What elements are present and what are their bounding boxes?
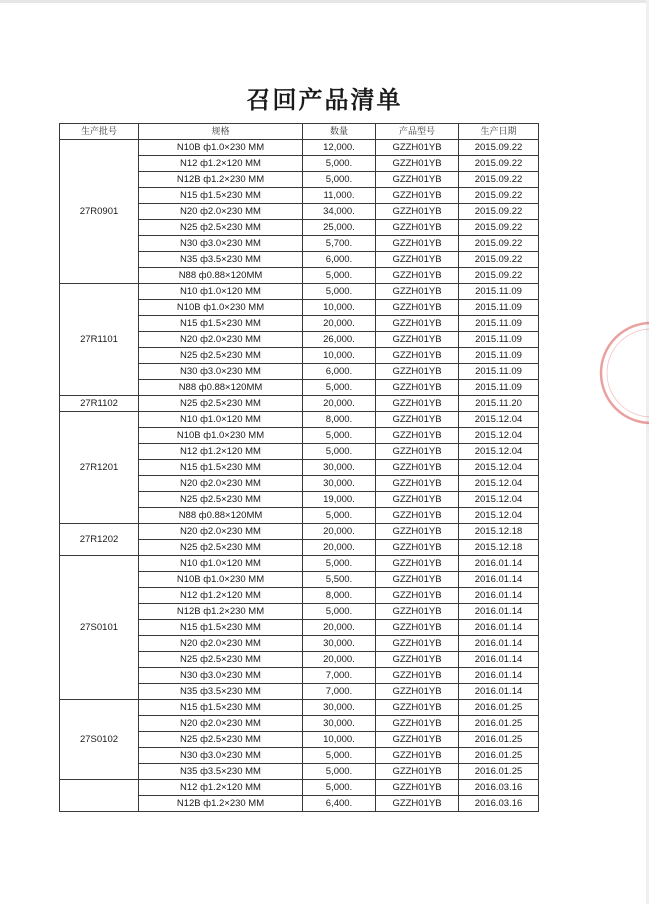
model-cell: GZZH01YB: [376, 140, 459, 156]
spec-cell: N12 ф1.2×120 MM: [139, 156, 303, 172]
model-cell: GZZH01YB: [376, 444, 459, 460]
date-cell: 2016.01.14: [459, 572, 539, 588]
qty-cell: 12,000.: [303, 140, 376, 156]
qty-cell: 5,000.: [303, 172, 376, 188]
date-cell: 2015.09.22: [459, 140, 539, 156]
spec-cell: N10B ф1.0×230 MM: [139, 140, 303, 156]
spec-cell: N25 ф2.5×230 MM: [139, 220, 303, 236]
batch-number-cell: 27R1101: [60, 284, 139, 396]
qty-cell: 5,000.: [303, 604, 376, 620]
model-cell: GZZH01YB: [376, 796, 459, 812]
qty-cell: 6,000.: [303, 252, 376, 268]
date-cell: 2015.11.09: [459, 316, 539, 332]
spec-cell: N20 ф2.0×230 MM: [139, 524, 303, 540]
qty-cell: 20,000.: [303, 316, 376, 332]
table-row: [60, 140, 539, 156]
date-cell: 2016.01.25: [459, 716, 539, 732]
model-cell: GZZH01YB: [376, 524, 459, 540]
date-cell: 2015.09.22: [459, 172, 539, 188]
spec-cell: N12 ф1.2×120 MM: [139, 588, 303, 604]
qty-cell: 10,000.: [303, 348, 376, 364]
qty-cell: 30,000.: [303, 476, 376, 492]
date-cell: 2016.01.14: [459, 604, 539, 620]
qty-cell: 5,000.: [303, 156, 376, 172]
date-cell: 2015.12.04: [459, 476, 539, 492]
qty-cell: 20,000.: [303, 396, 376, 412]
model-cell: GZZH01YB: [376, 780, 459, 796]
model-cell: GZZH01YB: [376, 348, 459, 364]
batch-number-cell: 27R0901: [60, 140, 139, 284]
model-cell: GZZH01YB: [376, 412, 459, 428]
qty-cell: 5,000.: [303, 268, 376, 284]
model-cell: GZZH01YB: [376, 204, 459, 220]
table-row: [60, 556, 539, 572]
date-cell: 2015.11.09: [459, 348, 539, 364]
qty-cell: 34,000.: [303, 204, 376, 220]
model-cell: GZZH01YB: [376, 636, 459, 652]
date-cell: 2015.09.22: [459, 156, 539, 172]
spec-cell: N25 ф2.5×230 MM: [139, 396, 303, 412]
model-cell: GZZH01YB: [376, 268, 459, 284]
spec-cell: N20 ф2.0×230 MM: [139, 204, 303, 220]
spec-cell: N10 ф1.0×120 MM: [139, 412, 303, 428]
model-cell: GZZH01YB: [376, 508, 459, 524]
model-cell: GZZH01YB: [376, 380, 459, 396]
spec-cell: N10 ф1.0×120 MM: [139, 284, 303, 300]
model-cell: GZZH01YB: [376, 172, 459, 188]
date-cell: 2015.11.09: [459, 380, 539, 396]
date-cell: 2016.01.25: [459, 732, 539, 748]
recall-table: [59, 123, 539, 812]
model-cell: GZZH01YB: [376, 668, 459, 684]
date-cell: 2015.11.20: [459, 396, 539, 412]
spec-cell: N30 ф3.0×230 MM: [139, 236, 303, 252]
model-cell: GZZH01YB: [376, 684, 459, 700]
spec-cell: N15 ф1.5×230 MM: [139, 188, 303, 204]
spec-cell: N15 ф1.5×230 MM: [139, 620, 303, 636]
spec-cell: N15 ф1.5×230 MM: [139, 700, 303, 716]
model-cell: GZZH01YB: [376, 732, 459, 748]
date-cell: 2015.09.22: [459, 204, 539, 220]
model-cell: GZZH01YB: [376, 396, 459, 412]
qty-cell: 11,000.: [303, 188, 376, 204]
spec-cell: N15 ф1.5×230 MM: [139, 316, 303, 332]
spec-cell: N20 ф2.0×230 MM: [139, 716, 303, 732]
qty-cell: 5,000.: [303, 556, 376, 572]
model-cell: GZZH01YB: [376, 620, 459, 636]
table-row: [60, 524, 539, 540]
spec-cell: N35 ф3.5×230 MM: [139, 764, 303, 780]
model-cell: GZZH01YB: [376, 332, 459, 348]
date-cell: 2015.12.04: [459, 428, 539, 444]
model-cell: GZZH01YB: [376, 284, 459, 300]
qty-cell: 20,000.: [303, 652, 376, 668]
header-date: 生产日期: [459, 124, 539, 140]
date-cell: 2016.01.14: [459, 588, 539, 604]
page-edge-top: [0, 0, 649, 3]
model-cell: GZZH01YB: [376, 764, 459, 780]
spec-cell: N30 ф3.0×230 MM: [139, 668, 303, 684]
spec-cell: N12 ф1.2×120 MM: [139, 444, 303, 460]
qty-cell: 30,000.: [303, 460, 376, 476]
spec-cell: N10 ф1.0×120 MM: [139, 556, 303, 572]
table-row: [60, 780, 539, 796]
date-cell: 2016.01.14: [459, 556, 539, 572]
spec-cell: N30 ф3.0×230 MM: [139, 748, 303, 764]
qty-cell: 19,000.: [303, 492, 376, 508]
table-row: [60, 700, 539, 716]
date-cell: 2015.11.09: [459, 284, 539, 300]
model-cell: GZZH01YB: [376, 364, 459, 380]
batch-number-cell: 27S0101: [60, 556, 139, 700]
model-cell: GZZH01YB: [376, 300, 459, 316]
spec-cell: N10B ф1.0×230 MM: [139, 572, 303, 588]
model-cell: GZZH01YB: [376, 316, 459, 332]
date-cell: 2015.09.22: [459, 268, 539, 284]
batch-number-cell: 27S0102: [60, 700, 139, 780]
qty-cell: 10,000.: [303, 732, 376, 748]
spec-cell: N12B ф1.2×230 MM: [139, 172, 303, 188]
date-cell: 2016.01.14: [459, 636, 539, 652]
date-cell: 2016.03.16: [459, 780, 539, 796]
qty-cell: 6,400.: [303, 796, 376, 812]
date-cell: 2016.01.14: [459, 620, 539, 636]
spec-cell: N30 ф3.0×230 MM: [139, 364, 303, 380]
spec-cell: N12B ф1.2×230 MM: [139, 796, 303, 812]
date-cell: 2015.12.04: [459, 444, 539, 460]
spec-cell: N35 ф3.5×230 MM: [139, 684, 303, 700]
spec-cell: N15 ф1.5×230 MM: [139, 460, 303, 476]
model-cell: GZZH01YB: [376, 460, 459, 476]
table-header-row: [60, 124, 539, 140]
qty-cell: 20,000.: [303, 524, 376, 540]
date-cell: 2015.12.04: [459, 460, 539, 476]
spec-cell: N25 ф2.5×230 MM: [139, 348, 303, 364]
date-cell: 2015.09.22: [459, 220, 539, 236]
spec-cell: N20 ф2.0×230 MM: [139, 636, 303, 652]
qty-cell: 5,700.: [303, 236, 376, 252]
table-body: [60, 140, 539, 812]
spec-cell: N20 ф2.0×230 MM: [139, 332, 303, 348]
model-cell: GZZH01YB: [376, 572, 459, 588]
qty-cell: 5,000.: [303, 748, 376, 764]
model-cell: GZZH01YB: [376, 220, 459, 236]
spec-cell: N25 ф2.5×230 MM: [139, 540, 303, 556]
date-cell: 2015.11.09: [459, 300, 539, 316]
qty-cell: 5,000.: [303, 764, 376, 780]
model-cell: GZZH01YB: [376, 556, 459, 572]
model-cell: GZZH01YB: [376, 716, 459, 732]
batch-number-cell: 27R1102: [60, 396, 139, 412]
date-cell: 2015.11.09: [459, 364, 539, 380]
spec-cell: N12B ф1.2×230 MM: [139, 604, 303, 620]
date-cell: 2015.09.22: [459, 252, 539, 268]
model-cell: GZZH01YB: [376, 156, 459, 172]
qty-cell: 10,000.: [303, 300, 376, 316]
header-spec: 规格: [139, 124, 303, 140]
qty-cell: 30,000.: [303, 700, 376, 716]
qty-cell: 8,000.: [303, 588, 376, 604]
date-cell: 2016.01.14: [459, 668, 539, 684]
spec-cell: N88 ф0.88×120MM: [139, 508, 303, 524]
date-cell: 2015.09.22: [459, 188, 539, 204]
spec-cell: N88 ф0.88×120MM: [139, 268, 303, 284]
qty-cell: 5,000.: [303, 380, 376, 396]
qty-cell: 6,000.: [303, 364, 376, 380]
model-cell: GZZH01YB: [376, 476, 459, 492]
date-cell: 2016.01.25: [459, 700, 539, 716]
qty-cell: 20,000.: [303, 620, 376, 636]
date-cell: 2015.12.04: [459, 492, 539, 508]
date-cell: 2016.01.14: [459, 652, 539, 668]
date-cell: 2015.11.09: [459, 332, 539, 348]
qty-cell: 5,000.: [303, 508, 376, 524]
document-title: 召回产品清单: [246, 86, 403, 114]
batch-number-cell: 27R1202: [60, 524, 139, 556]
qty-cell: 5,500.: [303, 572, 376, 588]
red-seal-stamp: [596, 318, 649, 428]
model-cell: GZZH01YB: [376, 492, 459, 508]
model-cell: GZZH01YB: [376, 700, 459, 716]
model-cell: GZZH01YB: [376, 428, 459, 444]
model-cell: GZZH01YB: [376, 252, 459, 268]
model-cell: GZZH01YB: [376, 588, 459, 604]
spec-cell: N25 ф2.5×230 MM: [139, 652, 303, 668]
qty-cell: 5,000.: [303, 284, 376, 300]
model-cell: GZZH01YB: [376, 236, 459, 252]
qty-cell: 7,000.: [303, 684, 376, 700]
batch-number-cell: 27R1201: [60, 412, 139, 524]
spec-cell: N12 ф1.2×120 MM: [139, 780, 303, 796]
date-cell: 2015.09.22: [459, 236, 539, 252]
spec-cell: N88 ф0.88×120MM: [139, 380, 303, 396]
qty-cell: 8,000.: [303, 412, 376, 428]
qty-cell: 5,000.: [303, 780, 376, 796]
qty-cell: 5,000.: [303, 428, 376, 444]
spec-cell: N10B ф1.0×230 MM: [139, 300, 303, 316]
model-cell: GZZH01YB: [376, 540, 459, 556]
table-row: [60, 396, 539, 412]
qty-cell: 26,000.: [303, 332, 376, 348]
header-qty: 数量: [303, 124, 376, 140]
model-cell: GZZH01YB: [376, 188, 459, 204]
date-cell: 2016.01.25: [459, 764, 539, 780]
model-cell: GZZH01YB: [376, 652, 459, 668]
header-batch: 生产批号: [60, 124, 139, 140]
spec-cell: N20 ф2.0×230 MM: [139, 476, 303, 492]
model-cell: GZZH01YB: [376, 604, 459, 620]
qty-cell: 30,000.: [303, 636, 376, 652]
spec-cell: N10B ф1.0×230 MM: [139, 428, 303, 444]
spec-cell: N25 ф2.5×230 MM: [139, 732, 303, 748]
date-cell: 2015.12.18: [459, 540, 539, 556]
spec-cell: N35 ф3.5×230 MM: [139, 252, 303, 268]
spec-cell: N25 ф2.5×230 MM: [139, 492, 303, 508]
table-row: [60, 412, 539, 428]
date-cell: 2015.12.04: [459, 412, 539, 428]
date-cell: 2015.12.04: [459, 508, 539, 524]
model-cell: GZZH01YB: [376, 748, 459, 764]
qty-cell: 7,000.: [303, 668, 376, 684]
qty-cell: 30,000.: [303, 716, 376, 732]
qty-cell: 25,000.: [303, 220, 376, 236]
table-row: [60, 284, 539, 300]
header-model: 产品型号: [376, 124, 459, 140]
date-cell: 2016.01.25: [459, 748, 539, 764]
qty-cell: 20,000.: [303, 540, 376, 556]
date-cell: 2016.03.16: [459, 796, 539, 812]
date-cell: 2016.01.14: [459, 684, 539, 700]
date-cell: 2015.12.18: [459, 524, 539, 540]
qty-cell: 5,000.: [303, 444, 376, 460]
batch-number-cell: [60, 780, 139, 812]
